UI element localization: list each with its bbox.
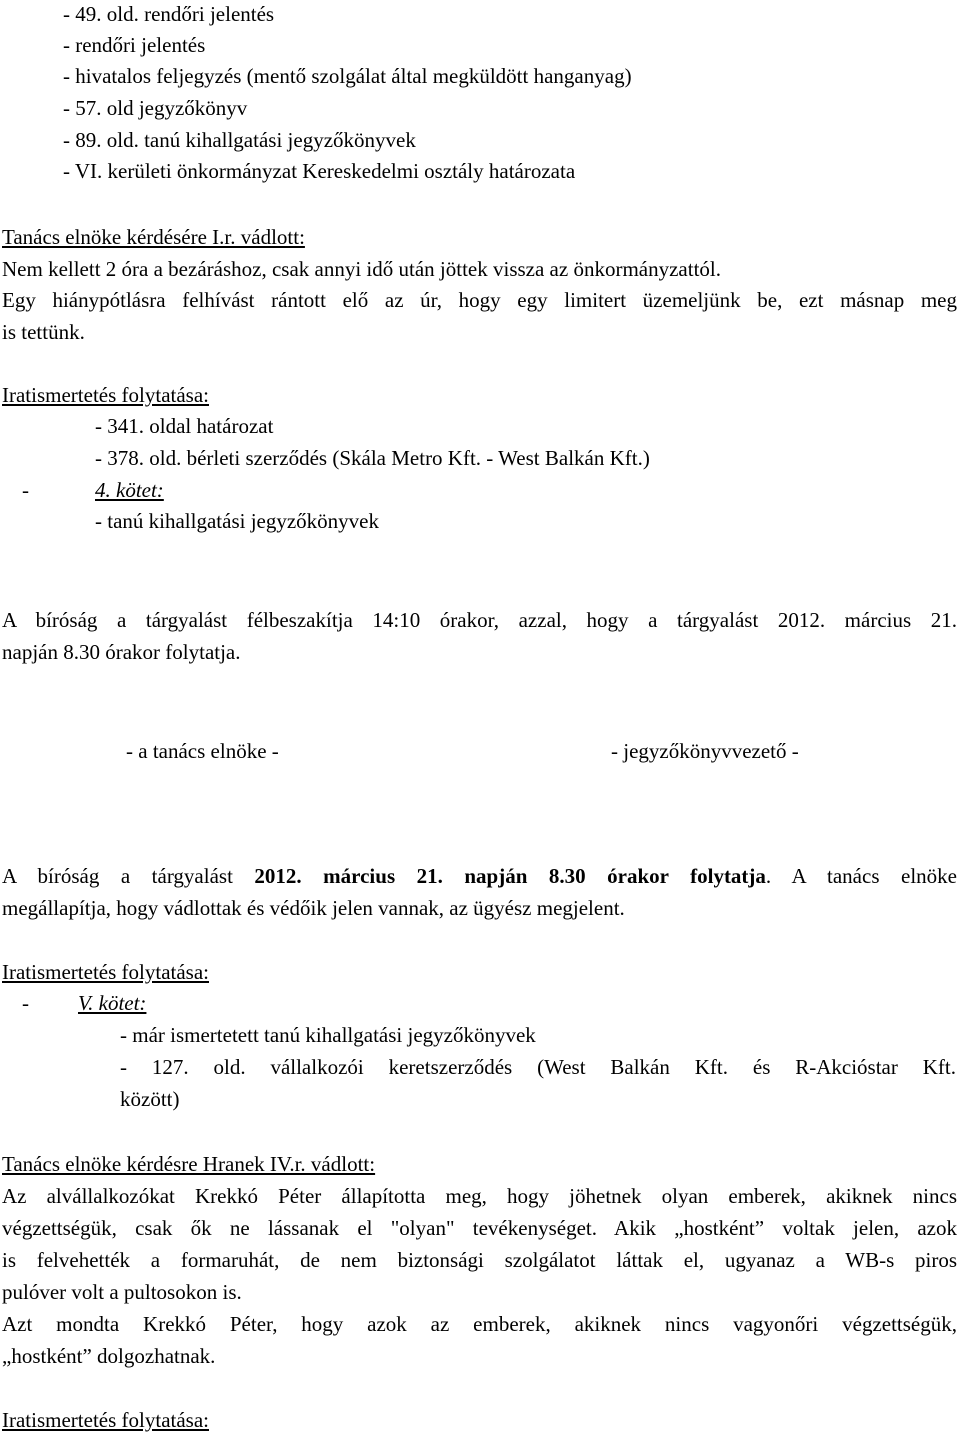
testimony-line: Az alvállalkozókat Krekkó Péter állapította meg, hogy jöhetnek olyan emberek, akiknek nincs	[2, 1184, 957, 1208]
document-list-item: - már ismertetett tanú kihallgatási jegyzőkönyvek	[120, 1023, 536, 1047]
document-list-item: - 57. old jegyzőkönyv	[63, 96, 248, 120]
question-heading: Tanács elnöke kérdésére I.r. vádlott:	[2, 225, 305, 249]
adjournment-line: napján 8.30 órakor folytatja.	[2, 640, 241, 664]
testimony-line: Egy hiánypótlásra felhívást rántott elő az úr, hogy egy limitert üzemeljünk be, ezt másnap meg	[2, 288, 957, 312]
resume-suffix: . A tanács elnöke	[765, 864, 957, 888]
document-list-item: - 378. old. bérleti szerződés (Skála Metro Kft. - West Balkán Kft.)	[95, 446, 650, 470]
resume-prefix: A bíróság a tárgyalást	[2, 864, 255, 888]
presiding-judge-signature: - a tanács elnöke -	[126, 739, 279, 763]
adjournment-line: A bíróság a tárgyalást félbeszakítja 14:10 órakor, azzal, hogy a tárgyalást 2012. március 21.	[2, 608, 957, 632]
question-heading: Tanács elnöke kérdésre Hranek IV.r. vádlott:	[2, 1152, 376, 1176]
testimony-line: végzettségük, csak ők ne lássanak el "olyan" tevékenységet. Akik „hostként” voltak jelen, azok	[2, 1216, 957, 1240]
document-list-item: - 89. old. tanú kihallgatási jegyzőkönyvek	[63, 128, 416, 152]
volume-heading	[22, 476, 164, 504]
document-list-item: - tanú kihallgatási jegyzőkönyvek	[95, 509, 380, 533]
volume-heading	[22, 989, 146, 1017]
clerk-signature: - jegyzőkönyvvezető -	[611, 739, 799, 763]
document-list-item: - 127. old. vállalkozói keretszerződés (West Balkán Kft. és R-Akcióstar Kft.	[120, 1055, 956, 1079]
document-list-item: között)	[120, 1087, 180, 1111]
review-heading: Iratismertetés folytatása:	[2, 1408, 209, 1432]
document-list-item: - hivatalos feljegyzés (mentő szolgálat által megküldött hanganyag)	[63, 64, 632, 88]
document-list-item: - 341. oldal határozat	[95, 414, 274, 438]
volume-dash: -	[22, 991, 29, 1015]
review-heading: Iratismertetés folytatása:	[2, 383, 209, 407]
testimony-line: is tettünk.	[2, 320, 85, 344]
document-list-item: - VI. kerületi önkormányzat Kereskedelmi osztály határozata	[63, 159, 576, 183]
volume-label: V. kötet:	[78, 991, 147, 1015]
resume-line: megállapítja, hogy vádlottak és védőik jelen vannak, az ügyész megjelent.	[2, 896, 625, 920]
document-list-item: - rendőri jelentés	[63, 33, 206, 57]
testimony-line: pulóver volt a pultosokon is.	[2, 1280, 242, 1304]
review-heading: Iratismertetés folytatása:	[2, 960, 209, 984]
volume-label: 4. kötet:	[95, 478, 164, 502]
testimony-line: Nem kellett 2 óra a bezáráshoz, csak annyi idő után jöttek vissza az önkormányzattól.	[2, 257, 721, 281]
testimony-line: Azt mondta Krekkó Péter, hogy azok az emberek, akiknek nincs vagyonőri végzettségük,	[2, 1312, 957, 1336]
testimony-line: „hostként” dolgozhatnak.	[2, 1344, 216, 1368]
document-list-item: - 49. old. rendőri jelentés	[63, 2, 275, 26]
resume-line	[2, 862, 957, 890]
testimony-line: is felvehették a formaruhát, de nem biztonsági szolgálatot láttak el, ugyanaz a WB-s piros	[2, 1248, 957, 1272]
volume-dash: -	[22, 478, 29, 502]
resume-date-bold: 2012. március 21. napján 8.30 órakor folytatja	[254, 864, 766, 888]
